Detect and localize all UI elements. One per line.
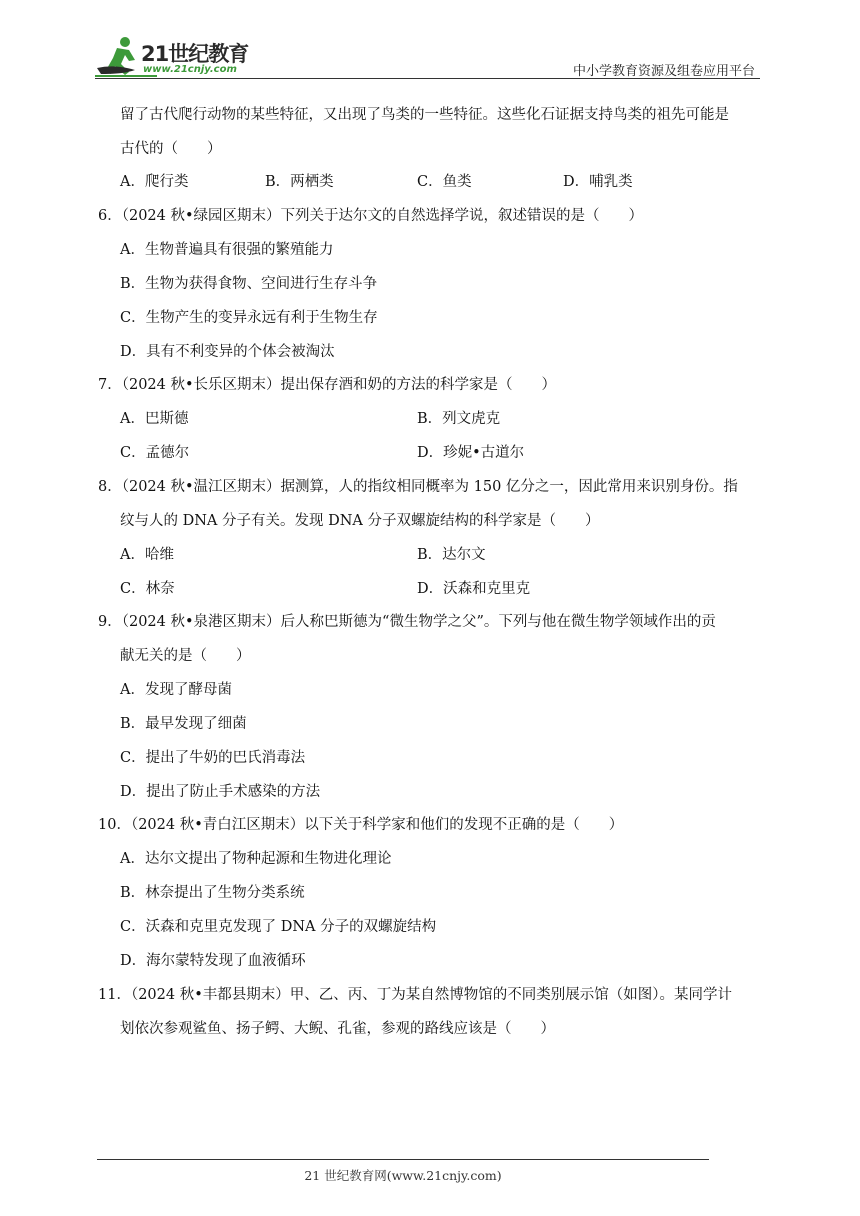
- footer-link[interactable]: 21 世纪教育网(www.21cnjy.com): [304, 1168, 502, 1183]
- q5-option-d: D．哺乳类: [563, 174, 633, 190]
- logo-text: 21世纪教育: [141, 42, 249, 66]
- q10-option-b: B．林奈提出了生物分类系统: [120, 885, 305, 901]
- q6-option-a: A．生物普遍具有很强的繁殖能力: [120, 242, 334, 258]
- q9-option-b: B．最早发现了细菌: [120, 716, 247, 732]
- q5-option-a: A．爬行类: [120, 174, 189, 190]
- q6-option-c: C．生物产生的变异永远有利于生物生存: [120, 310, 378, 326]
- q8-line2: 纹与人的 DNA 分子有关。发现 DNA 分子双螺旋结构的科学家是（ ）: [120, 513, 600, 529]
- q8-option-b: B．达尔文: [417, 547, 486, 563]
- q9-line1: 9．（2024 秋•泉港区期末）后人称巴斯德为“微生物学之父”。下列与他在微生物学领域作出的贡: [98, 614, 716, 630]
- q11-line2: 划依次参观鲨鱼、扬子鳄、大鲵、孔雀，参观的路线应该是（ ）: [120, 1021, 555, 1037]
- q9-option-d: D．提出了防止手术感染的方法: [120, 784, 321, 800]
- q9-line2: 献无关的是（ ）: [120, 648, 251, 664]
- q5-line2: 古代的（ ）: [120, 141, 222, 157]
- q7-option-d: D．珍妮•古道尔: [417, 445, 525, 461]
- q7-option-b: B．列文虎克: [417, 411, 501, 427]
- q8-option-c: C．林奈: [120, 581, 175, 597]
- q6-option-d: D．具有不利变异的个体会被淘汰: [120, 344, 335, 360]
- q8-option-a: A．哈维: [120, 547, 174, 563]
- q5-option-c: C．鱼类: [417, 174, 472, 190]
- header-tagline: 中小学教育资源及组卷应用平台: [572, 64, 755, 79]
- footer-divider: [97, 1159, 709, 1160]
- q8-option-d: D．沃森和克里克: [417, 581, 531, 597]
- q5-option-b: B．两栖类: [265, 174, 334, 190]
- q6-option-b: B．生物为获得食物、空间进行生存斗争: [120, 276, 378, 292]
- site-logo: [95, 34, 265, 80]
- q10-option-c: C．沃森和克里克发现了 DNA 分子的双螺旋结构: [120, 919, 437, 935]
- q9-option-c: C．提出了牛奶的巴氏消毒法: [120, 750, 306, 766]
- q10-option-d: D．海尔蒙特发现了血液循环: [120, 953, 306, 969]
- q7-option-a: A．巴斯德: [120, 411, 189, 427]
- q10-option-a: A．达尔文提出了物种起源和生物进化理论: [120, 851, 392, 867]
- logo-url: www.21cnjy.com: [143, 64, 237, 75]
- q7-stem: 7．（2024 秋•长乐区期末）提出保存酒和奶的方法的科学家是（ ）: [98, 377, 557, 393]
- header-divider: [95, 78, 760, 79]
- q11-line1: 11．（2024 秋•丰都县期末）甲、乙、丙、丁为某自然博物馆的不同类别展示馆（如图）。某同学计: [98, 987, 733, 1003]
- q8-line1: 8．（2024 秋•温江区期末）据测算，人的指纹相同概率为 150 亿分之一，因此常用来识别身份。指: [98, 479, 738, 495]
- q7-option-c: C．孟德尔: [120, 445, 190, 461]
- q9-option-a: A．发现了酵母菌: [120, 682, 232, 698]
- q10-stem: 10．（2024 秋•青白江区期末）以下关于科学家和他们的发现不正确的是（ ）: [98, 817, 624, 833]
- q5-line1: 留了古代爬行动物的某些特征，又出现了鸟类的一些特征。这些化石证据支持鸟类的祖先可能是: [120, 107, 729, 123]
- q6-stem: 6．（2024 秋•绿园区期末）下列关于达尔文的自然选择学说，叙述错误的是（ ）: [98, 208, 644, 224]
